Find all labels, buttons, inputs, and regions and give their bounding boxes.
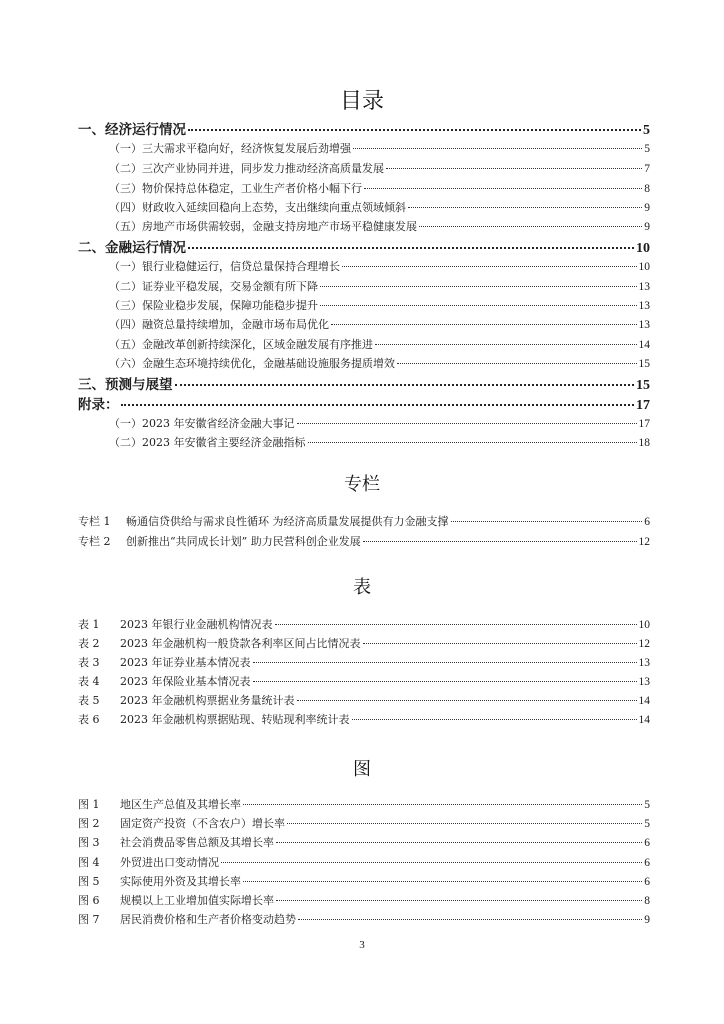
toc-entry-page: 15 <box>636 378 650 393</box>
dot-leader <box>352 719 637 720</box>
toc-entry-label: （一）银行业稳健运行，信贷总量保持合理增长 <box>109 260 340 273</box>
dot-leader <box>375 344 637 345</box>
figure-entry[interactable] <box>78 796 650 812</box>
dot-leader <box>253 681 637 682</box>
toc-entry-label: （一）2023 年安徽省经济金融大事记 <box>109 417 295 430</box>
toc-entry[interactable] <box>78 373 650 394</box>
columns-title: 专栏 <box>344 474 380 495</box>
toc-entry-label: 三、预测与展望 <box>78 377 173 393</box>
dot-leader <box>297 423 637 424</box>
toc-entry[interactable] <box>109 316 650 332</box>
toc-entry-page: 13 <box>638 319 650 331</box>
column-number: 专栏 2 <box>78 535 111 548</box>
figure-entry-label: 规模以上工业增加值实际增长率 <box>120 894 274 907</box>
table-entry-label: 2023 年保险业基本情况表 <box>120 675 251 688</box>
column-entry-page: 12 <box>638 536 650 548</box>
toc-entry-page: 10 <box>636 241 650 256</box>
toc-entry-page: 9 <box>644 221 650 233</box>
toc-entry-label: （四）融资总量持续增加，金融市场布局优化 <box>109 318 329 331</box>
toc-entry[interactable] <box>78 118 650 139</box>
column-entry-label: 创新推出“共同成长计划” 助力民营科创企业发展 <box>126 535 361 548</box>
toc-entry[interactable] <box>109 199 650 215</box>
dot-leader <box>253 662 637 663</box>
dot-leader <box>243 881 642 882</box>
figure-entry-page: 5 <box>644 818 650 830</box>
toc-entry[interactable] <box>109 160 650 176</box>
table-entry-label: 2023 年金融机构票据贴现、转贴现利率统计表 <box>120 713 350 726</box>
figure-entry[interactable] <box>78 815 650 831</box>
toc-entry[interactable] <box>109 434 650 450</box>
toc-entry[interactable] <box>109 180 650 196</box>
table-number: 表 6 <box>78 713 100 726</box>
figure-entry-label: 地区生产总值及其增长率 <box>120 798 241 811</box>
dot-leader <box>320 286 637 287</box>
figure-entry-page: 6 <box>644 857 650 869</box>
figure-number: 图 4 <box>78 856 100 869</box>
figure-entry-page: 5 <box>644 799 650 811</box>
figure-number: 图 5 <box>78 875 100 888</box>
toc-entry-label: （一）三大需求平稳向好，经济恢复发展后劲增强 <box>109 142 351 155</box>
table-entry[interactable] <box>78 635 650 651</box>
toc-entry[interactable] <box>109 336 650 352</box>
toc-entry[interactable] <box>109 218 650 234</box>
dot-leader <box>386 168 642 169</box>
toc-entry-label: （二）三次产业协同并进，同步发力推动经济高质量发展 <box>109 162 384 175</box>
toc-entry-page: 8 <box>644 183 650 195</box>
toc-entry-label: （五）房地产市场供需较弱，金融支持房地产市场平稳健康发展 <box>109 220 417 233</box>
table-number: 表 2 <box>78 637 100 650</box>
dot-leader <box>320 305 637 306</box>
table-entry-label: 2023 年证券业基本情况表 <box>120 656 251 669</box>
toc-entry-page: 9 <box>644 202 650 214</box>
table-entry[interactable] <box>78 692 650 708</box>
toc-entry-page: 5 <box>644 143 650 155</box>
dot-leader <box>221 862 642 863</box>
toc-entry[interactable] <box>78 393 650 414</box>
toc-entry-page: 17 <box>638 418 650 430</box>
figure-number: 图 1 <box>78 798 100 811</box>
table-entry[interactable] <box>78 673 650 689</box>
dot-leader <box>364 188 642 189</box>
figure-entry-page: 6 <box>644 837 650 849</box>
column-entry[interactable] <box>78 533 650 549</box>
toc-entry-page: 15 <box>638 358 650 370</box>
dot-leader <box>298 919 642 920</box>
toc-entry[interactable] <box>109 355 650 371</box>
toc-entry-label: （三）保险业稳步发展，保障功能稳步提升 <box>109 299 318 312</box>
toc-entry-label: （六）金融生态环境持续优化，金融基础设施服务提质增效 <box>109 357 395 370</box>
dot-leader <box>188 129 641 131</box>
table-number: 表 5 <box>78 694 100 707</box>
tables-title: 表 <box>353 577 371 598</box>
figure-entry-page: 6 <box>644 876 650 888</box>
toc-title: 目录 <box>339 89 384 114</box>
dot-leader <box>188 247 634 249</box>
toc-entry[interactable] <box>78 236 650 257</box>
toc-entry-page: 7 <box>644 163 650 175</box>
table-entry-page: 10 <box>638 619 650 631</box>
toc-entry-label: 二、金融运行情况 <box>78 240 186 256</box>
dot-leader <box>451 521 643 522</box>
dot-leader <box>121 404 635 406</box>
dot-leader <box>308 442 637 443</box>
table-entry-label: 2023 年金融机构一般贷款各利率区间占比情况表 <box>120 637 361 650</box>
table-entry-page: 14 <box>638 695 650 707</box>
table-entry-label: 2023 年银行业金融机构情况表 <box>120 618 273 631</box>
toc-entry-page: 14 <box>638 339 650 351</box>
figure-entry-label: 居民消费价格和生产者价格变动趋势 <box>120 913 296 926</box>
dot-leader <box>275 624 637 625</box>
table-entry-page: 13 <box>638 676 650 688</box>
table-number: 表 3 <box>78 656 100 669</box>
figure-number: 图 2 <box>78 817 100 830</box>
toc-entry[interactable] <box>109 140 650 156</box>
dot-leader <box>353 148 642 149</box>
toc-entry-label: （四）财政收入延续回稳向上态势，支出继续向重点领域倾斜 <box>109 201 406 214</box>
figure-entry-page: 8 <box>644 895 650 907</box>
table-entry-page: 13 <box>638 657 650 669</box>
dot-leader <box>287 823 642 824</box>
table-entry[interactable] <box>78 711 650 727</box>
figure-number: 图 6 <box>78 894 100 907</box>
figure-entry[interactable] <box>78 854 650 870</box>
figure-entry-page: 9 <box>644 914 650 926</box>
dot-leader <box>175 384 635 386</box>
page-number: 3 <box>359 939 365 951</box>
table-number: 表 4 <box>78 675 100 688</box>
dot-leader <box>419 226 642 227</box>
figure-entry[interactable] <box>78 834 650 850</box>
toc-entry-label: （二）2023 年安徽省主要经济金融指标 <box>109 436 306 449</box>
toc-entry-page: 5 <box>643 123 650 138</box>
figure-entry[interactable] <box>78 873 650 889</box>
dot-leader <box>408 207 642 208</box>
dot-leader <box>397 363 637 364</box>
toc-entry-page: 13 <box>638 300 650 312</box>
column-number: 专栏 1 <box>78 515 111 528</box>
dot-leader <box>276 900 642 901</box>
figure-entry-label: 固定资产投资（不含农户）增长率 <box>120 817 285 830</box>
column-entry-page: 6 <box>644 516 650 528</box>
figure-entry-label: 社会消费品零售总额及其增长率 <box>120 836 274 849</box>
column-entry[interactable] <box>78 513 650 529</box>
dot-leader <box>363 541 637 542</box>
dot-leader <box>243 804 642 805</box>
figure-number: 图 3 <box>78 836 100 849</box>
toc-entry-label: （三）物价保持总体稳定，工业生产者价格小幅下行 <box>109 182 362 195</box>
table-entry[interactable] <box>78 654 650 670</box>
toc-entry-page: 18 <box>638 437 650 449</box>
figure-entry-label: 实际使用外资及其增长率 <box>120 875 241 888</box>
toc-entry-page: 17 <box>636 398 650 413</box>
toc-entry-label: 附录： <box>78 397 119 413</box>
toc-entry[interactable] <box>109 297 650 313</box>
table-entry-label: 2023 年金融机构票据业务量统计表 <box>120 694 295 707</box>
toc-entry[interactable] <box>109 258 650 274</box>
table-entry-page: 12 <box>638 638 650 650</box>
figure-entry[interactable] <box>78 892 650 908</box>
table-number: 表 1 <box>78 618 100 631</box>
dot-leader <box>342 266 637 267</box>
toc-entry-label: （五）金融改革创新持续深化，区域金融发展有序推进 <box>109 338 373 351</box>
figure-entry[interactable] <box>78 911 650 927</box>
toc-entry-page: 10 <box>638 261 650 273</box>
toc-entry[interactable] <box>109 415 650 431</box>
toc-entry[interactable] <box>109 278 650 294</box>
column-entry-label: 畅通信贷供给与需求良性循环 为经济高质量发展提供有力金融支撑 <box>126 515 449 528</box>
toc-entry-page: 13 <box>638 281 650 293</box>
figure-entry-label: 外贸进出口变动情况 <box>120 856 219 869</box>
toc-entry-label: 一、经济运行情况 <box>78 122 186 138</box>
figure-number: 图 7 <box>78 913 100 926</box>
dot-leader <box>276 842 642 843</box>
dot-leader <box>331 324 637 325</box>
dot-leader <box>297 700 637 701</box>
table-entry-page: 14 <box>638 714 650 726</box>
figures-title: 图 <box>353 759 371 780</box>
toc-entry-label: （二）证券业平稳发展，交易金额有所下降 <box>109 280 318 293</box>
dot-leader <box>363 643 637 644</box>
table-entry[interactable] <box>78 616 650 632</box>
